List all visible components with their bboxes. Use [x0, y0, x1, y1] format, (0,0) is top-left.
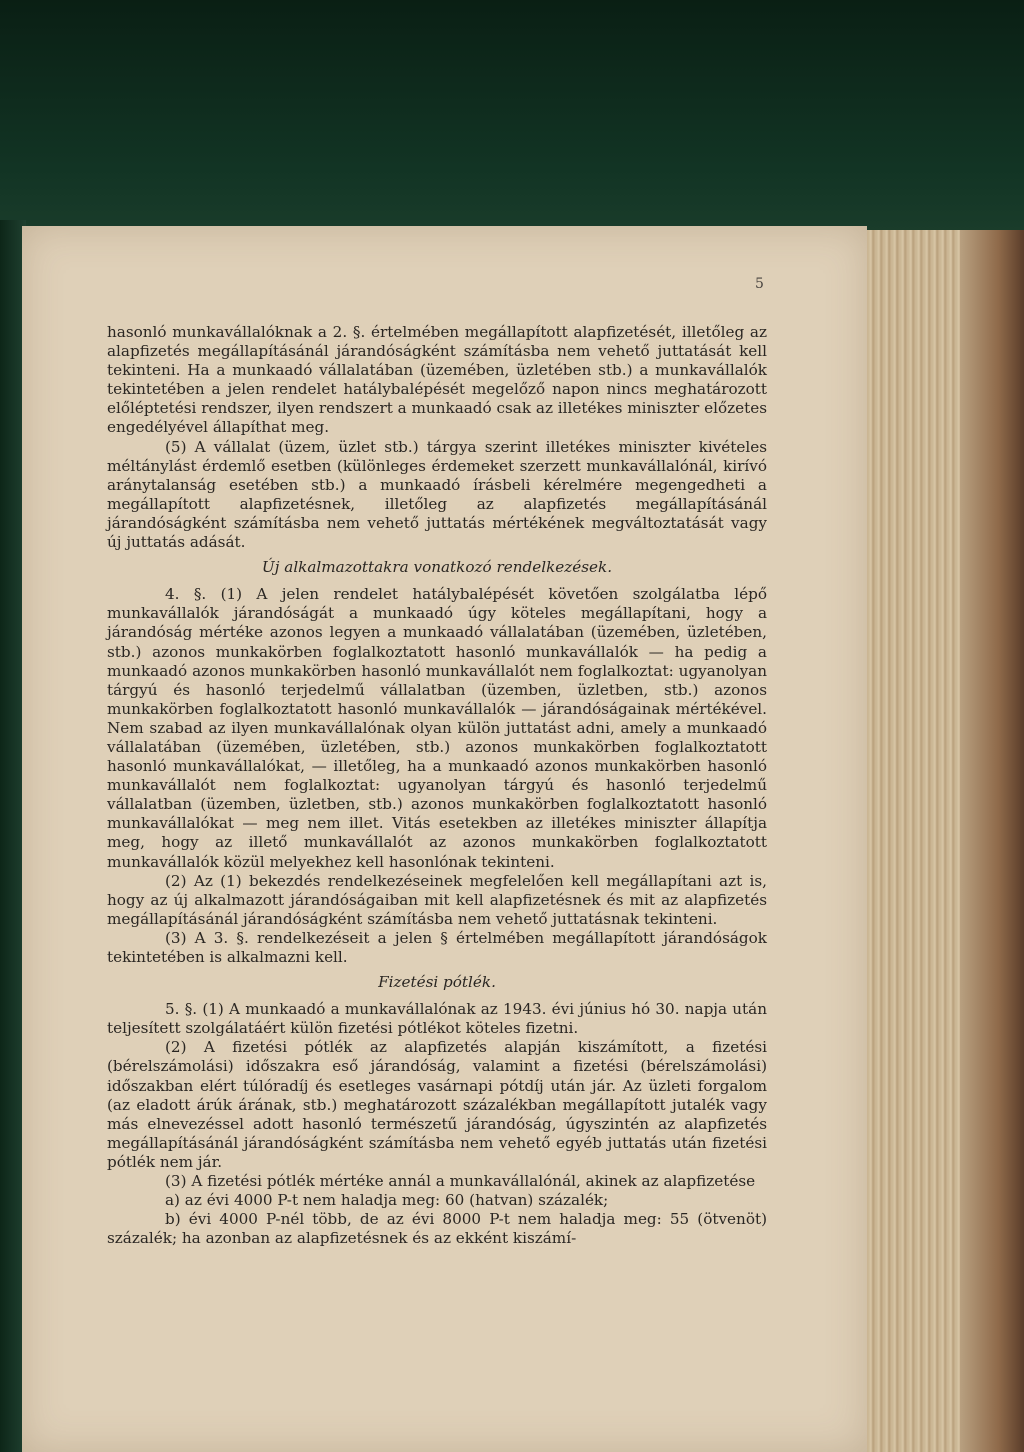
- background-shadow: [0, 0, 1024, 240]
- paragraph-continuation: hasonló munkavállalóknak a 2. §. értelmében megállapított alapfizetését, illetőleg az alapfizetés megállapításánál járandóságként számításba nem vehető juttatását kell tekinteni. Ha a munkaadó vállalatában (üzemében, üzletében stb.) a munkavállalók tekintetében a jelen rendelet hatálybalépését megelőző napon nincs meghatározott előléptetési rendszer, ilyen rendszert a munkaadó csak az illetékes miniszter előzetes engedélyével állapíthat meg.: [107, 323, 767, 437]
- section-5-item-b: b) évi 4000 P-nél több, de az évi 8000 P-t nem haladja meg: 55 (ötvenöt) százalék; ha azonban az alapfizetésnek és az ekként kiszámí-: [107, 1210, 767, 1248]
- section-4-para-2: (2) Az (1) bekezdés rendelkezéseinek megfelelően kell megállapítani azt is, hogy az új alkalmazott járandóságaiban mit kell alapfizetésnek és mit az alapfizetés megállapításánál járandóságként számításba nem vehető juttatásnak tekinteni.: [107, 871, 767, 928]
- section-5-para-2: (2) A fizetési pótlék az alapfizetés alapján kiszámított, a fizetési (bérelszámolási) időszakra eső járandóság, valamint a fizetési (bérelszámolási) időszakban elért túlóradíj és esetleges vasárnapi pótdíj után jár. Az üzleti forgalom (az eladott árúk árának, stb.) meghatározott százalékban megállapított jutalék vagy más elnevezéssel adott hasonló természetű járandóság, úgyszintén az alapfizetés megállapításánál járandóságként számításba nem vehető egyéb juttatás után fizetési pótlék nem jár.: [107, 1038, 767, 1171]
- section-5-para-1: 5. §. (1) A munkaadó a munkavállalónak az 1943. évi június hó 30. napja után teljesített szolgálatáért külön fizetési pótlékot köteles fizetni.: [107, 1000, 767, 1038]
- book-binding: [960, 230, 1024, 1452]
- paragraph-5: (5) A vállalat (üzem, üzlet stb.) tárgya szerint illetékes miniszter kivételes méltánylást érdemlő esetben (különleges érdemeket szerzett munkavállalónál, kirívó aránytalanság esetében stb.) a munkaadó írásbeli kérelmére megengedheti a megállapított alapfizetésnek, illetőleg az alapfizetés megállapításánál járandóságként számításba nem vehető juttatás mértékének megváltoztatását vagy új juttatás adását.: [107, 437, 767, 552]
- page-text: [107, 323, 767, 1248]
- section-4-para-1: 4. §. (1) A jelen rendelet hatálybalépését követően szolgálatba lépő munkavállalók járandóságát a munkaadó úgy köteles megállapítani, hogy a járandóság mértéke azonos legyen a munkaadó vállalatában (üzemében, üzletében, stb.) azonos munkakörben foglalkoztatott hasonló munkavállalók — ha pedig a munkaadó azonos munkakörben hasonló munkavállalót nem foglalkoztat: ugyanolyan tárgyú és hasonló terjedelmű vállalatban (üzemben, üzletben, stb.) azonos munkakörben foglalkoztatott hasonló munkavállalók — járandóságainak mértékével. Nem szabad az ilyen munkavállalónak olyan külön juttatást adni, amely a munkaadó vállalatában (üzemében, üzletében, stb.) azonos munkakörben foglalkoztatott hasonló munkavállalókat, — illetőleg, ha a munkaadó azonos munkakörben hasonló munkavállalót nem foglalkoztat: ugyanolyan tárgyú és hasonló terjedelmű vállalatban (üzemben, üzletben, stb.) azonos munkakörben foglalkoztatott hasonló munkavállalókat — meg nem illet. Vitás esetekben az illetékes miniszter állapítja meg, hogy az illető munkavállalót az azonos munkakörben foglalkoztatott munkavállalók közül melyekhez kell hasonlónak tekinteni.: [107, 585, 767, 871]
- section-heading-salary-supplement: Fizetési pótlék.: [378, 973, 496, 992]
- section-4-para-3: (3) A 3. §. rendelkezéseit a jelen § értelmében megállapított járandóságok tekintetében is alkalmazni kell.: [107, 928, 767, 966]
- section-heading-new-employees: Új alkalmazottakra vonatkozó rendelkezések.: [261, 558, 613, 577]
- page-number: 5: [755, 276, 764, 292]
- section-5-para-3: (3) A fizetési pótlék mértéke annál a munkavállalónál, akinek az alapfizetése: [165, 1172, 756, 1191]
- section-5-item-a: a) az évi 4000 P-t nem haladja meg: 60 (hatvan) százalék;: [165, 1191, 609, 1210]
